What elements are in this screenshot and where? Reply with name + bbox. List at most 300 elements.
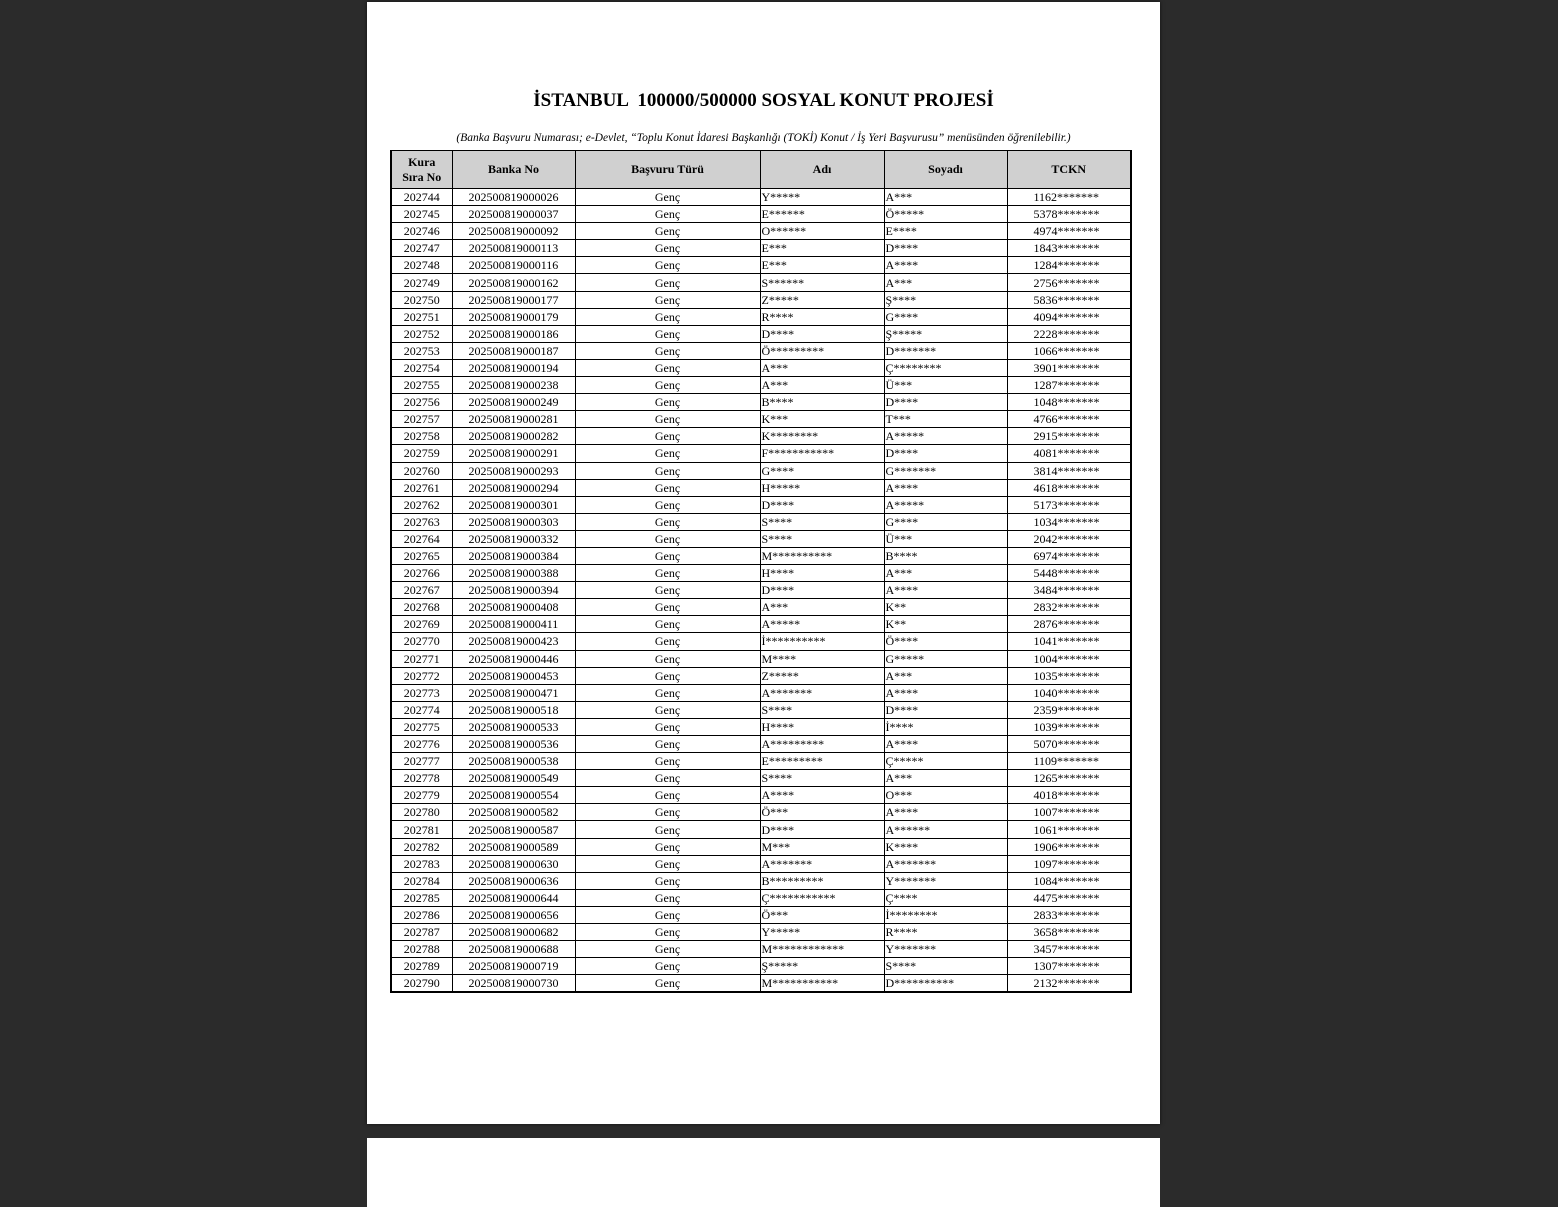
cell-banka-no: 202500819000294 [452, 479, 575, 496]
cell-basvuru-turu: Genç [575, 462, 760, 479]
cell-soyadi: B**** [884, 547, 1007, 564]
cell-adi: E*** [760, 240, 884, 257]
cell-tckn: 3457******* [1007, 941, 1131, 958]
cell-tckn: 2228******* [1007, 325, 1131, 342]
cell-kura-sira-no: 202767 [391, 582, 452, 599]
cell-kura-sira-no: 202760 [391, 462, 452, 479]
table-row [391, 342, 1131, 359]
table-row [391, 291, 1131, 308]
header-basvuru-turu: Başvuru Türü [575, 151, 760, 189]
cell-kura-sira-no: 202759 [391, 445, 452, 462]
table-row [391, 325, 1131, 342]
cell-banka-no: 202500819000238 [452, 377, 575, 394]
table-body [391, 189, 1131, 993]
cell-kura-sira-no: 202755 [391, 377, 452, 394]
cell-kura-sira-no: 202784 [391, 872, 452, 889]
cell-tckn: 5070******* [1007, 736, 1131, 753]
cell-basvuru-turu: Genç [575, 530, 760, 547]
cell-kura-sira-no: 202774 [391, 701, 452, 718]
cell-kura-sira-no: 202749 [391, 274, 452, 291]
cell-banka-no: 202500819000408 [452, 599, 575, 616]
cell-banka-no: 202500819000688 [452, 941, 575, 958]
table-row [391, 599, 1131, 616]
cell-adi: A*** [760, 359, 884, 376]
next-document-page [367, 1138, 1160, 1207]
cell-kura-sira-no: 202789 [391, 958, 452, 975]
cell-soyadi: R**** [884, 924, 1007, 941]
cell-basvuru-turu: Genç [575, 718, 760, 735]
cell-banka-no: 202500819000533 [452, 718, 575, 735]
table-row [391, 684, 1131, 701]
cell-soyadi: İ**** [884, 718, 1007, 735]
cell-adi: A******* [760, 684, 884, 701]
header-kura-sira-no [391, 151, 452, 189]
table-row [391, 308, 1131, 325]
table-row [391, 941, 1131, 958]
cell-soyadi: D**** [884, 240, 1007, 257]
table-row [391, 359, 1131, 376]
cell-banka-no: 202500819000293 [452, 462, 575, 479]
cell-adi: E****** [760, 206, 884, 223]
cell-kura-sira-no: 202768 [391, 599, 452, 616]
cell-kura-sira-no: 202750 [391, 291, 452, 308]
cell-tckn: 1307******* [1007, 958, 1131, 975]
cell-kura-sira-no: 202756 [391, 394, 452, 411]
table-row [391, 479, 1131, 496]
cell-basvuru-turu: Genç [575, 274, 760, 291]
cell-tckn: 1287******* [1007, 377, 1131, 394]
cell-basvuru-turu: Genç [575, 496, 760, 513]
header-kura-line2: Sıra No [402, 169, 442, 184]
cell-soyadi: K**** [884, 838, 1007, 855]
cell-basvuru-turu: Genç [575, 650, 760, 667]
table-row [391, 274, 1131, 291]
cell-banka-no: 202500819000116 [452, 257, 575, 274]
cell-banka-no: 202500819000423 [452, 633, 575, 650]
cell-banka-no: 202500819000291 [452, 445, 575, 462]
cell-basvuru-turu: Genç [575, 223, 760, 240]
cell-adi: Ö*** [760, 906, 884, 923]
cell-basvuru-turu: Genç [575, 906, 760, 923]
cell-banka-no: 202500819000303 [452, 513, 575, 530]
cell-soyadi: A**** [884, 479, 1007, 496]
cell-kura-sira-no: 202764 [391, 530, 452, 547]
cell-tckn: 2359******* [1007, 701, 1131, 718]
cell-soyadi: G******* [884, 462, 1007, 479]
table-row [391, 855, 1131, 872]
cell-tckn: 1039******* [1007, 718, 1131, 735]
cell-soyadi: Ü*** [884, 377, 1007, 394]
cell-tckn: 4094******* [1007, 308, 1131, 325]
cell-banka-no: 202500819000194 [452, 359, 575, 376]
table-row [391, 565, 1131, 582]
cell-kura-sira-no: 202757 [391, 411, 452, 428]
cell-tckn: 5448******* [1007, 565, 1131, 582]
cell-tckn: 1906******* [1007, 838, 1131, 855]
cell-tckn: 3658******* [1007, 924, 1131, 941]
cell-banka-no: 202500819000630 [452, 855, 575, 872]
cell-banka-no: 202500819000281 [452, 411, 575, 428]
cell-kura-sira-no: 202777 [391, 753, 452, 770]
cell-banka-no: 202500819000388 [452, 565, 575, 582]
cell-adi: A*** [760, 377, 884, 394]
cell-soyadi: D**** [884, 445, 1007, 462]
cell-soyadi: A**** [884, 684, 1007, 701]
table-row [391, 428, 1131, 445]
cell-basvuru-turu: Genç [575, 701, 760, 718]
header-kura-line1: Kura [408, 154, 436, 169]
cell-adi: S**** [760, 513, 884, 530]
cell-basvuru-turu: Genç [575, 291, 760, 308]
document-title: İSTANBUL 100000/500000 SOSYAL KONUT PROJESİ [533, 90, 994, 111]
cell-soyadi: A*** [884, 667, 1007, 684]
cell-banka-no: 202500819000453 [452, 667, 575, 684]
cell-kura-sira-no: 202770 [391, 633, 452, 650]
cell-basvuru-turu: Genç [575, 513, 760, 530]
cell-basvuru-turu: Genç [575, 753, 760, 770]
cell-tckn: 2876******* [1007, 616, 1131, 633]
table-row [391, 616, 1131, 633]
cell-basvuru-turu: Genç [575, 189, 760, 206]
cell-adi: M********** [760, 547, 884, 564]
cell-kura-sira-no: 202787 [391, 924, 452, 941]
cell-kura-sira-no: 202772 [391, 667, 452, 684]
cell-tckn: 1048******* [1007, 394, 1131, 411]
cell-tckn: 1034******* [1007, 513, 1131, 530]
cell-banka-no: 202500819000384 [452, 547, 575, 564]
table-row [391, 906, 1131, 923]
cell-adi: D**** [760, 325, 884, 342]
cell-banka-no: 202500819000636 [452, 872, 575, 889]
cell-tckn: 4081******* [1007, 445, 1131, 462]
cell-soyadi: O*** [884, 787, 1007, 804]
cell-tckn: 4475******* [1007, 889, 1131, 906]
cell-kura-sira-no: 202786 [391, 906, 452, 923]
cell-soyadi: A**** [884, 257, 1007, 274]
cell-banka-no: 202500819000549 [452, 770, 575, 787]
cell-banka-no: 202500819000113 [452, 240, 575, 257]
document-page [367, 2, 1160, 1124]
cell-soyadi: İ******** [884, 906, 1007, 923]
table-row [391, 889, 1131, 906]
table-row [391, 718, 1131, 735]
cell-basvuru-turu: Genç [575, 872, 760, 889]
table-row [391, 924, 1131, 941]
cell-kura-sira-no: 202782 [391, 838, 452, 855]
cell-soyadi: A***** [884, 428, 1007, 445]
cell-basvuru-turu: Genç [575, 787, 760, 804]
cell-kura-sira-no: 202746 [391, 223, 452, 240]
cell-basvuru-turu: Genç [575, 889, 760, 906]
cell-kura-sira-no: 202747 [391, 240, 452, 257]
table-row [391, 650, 1131, 667]
cell-basvuru-turu: Genç [575, 240, 760, 257]
cell-tckn: 1040******* [1007, 684, 1131, 701]
cell-adi: E********* [760, 753, 884, 770]
table-row [391, 496, 1131, 513]
cell-basvuru-turu: Genç [575, 736, 760, 753]
cell-adi: G**** [760, 462, 884, 479]
cell-adi: D**** [760, 821, 884, 838]
cell-banka-no: 202500819000026 [452, 189, 575, 206]
cell-soyadi: Ş**** [884, 291, 1007, 308]
cell-tckn: 1007******* [1007, 804, 1131, 821]
cell-basvuru-turu: Genç [575, 684, 760, 701]
cell-adi: İ********** [760, 633, 884, 650]
cell-tckn: 2756******* [1007, 274, 1131, 291]
cell-adi: Ö*** [760, 804, 884, 821]
cell-banka-no: 202500819000589 [452, 838, 575, 855]
table-row [391, 821, 1131, 838]
cell-adi: A***** [760, 616, 884, 633]
header-tckn: TCKN [1007, 151, 1131, 189]
cell-kura-sira-no: 202744 [391, 189, 452, 206]
cell-banka-no: 202500819000186 [452, 325, 575, 342]
cell-adi: Y***** [760, 189, 884, 206]
cell-soyadi: G***** [884, 650, 1007, 667]
cell-soyadi: A*** [884, 189, 1007, 206]
cell-adi: Ö********* [760, 342, 884, 359]
cell-adi: Ş***** [760, 958, 884, 975]
cell-adi: D**** [760, 582, 884, 599]
cell-kura-sira-no: 202748 [391, 257, 452, 274]
table-row [391, 189, 1131, 206]
cell-banka-no: 202500819000656 [452, 906, 575, 923]
cell-tckn: 1097******* [1007, 855, 1131, 872]
cell-kura-sira-no: 202766 [391, 565, 452, 582]
cell-soyadi: A******* [884, 855, 1007, 872]
cell-soyadi: Ç**** [884, 889, 1007, 906]
cell-tckn: 3901******* [1007, 359, 1131, 376]
cell-adi: Y***** [760, 924, 884, 941]
cell-adi: O****** [760, 223, 884, 240]
cell-kura-sira-no: 202763 [391, 513, 452, 530]
cell-banka-no: 202500819000644 [452, 889, 575, 906]
cell-basvuru-turu: Genç [575, 941, 760, 958]
cell-banka-no: 202500819000179 [452, 308, 575, 325]
cell-banka-no: 202500819000249 [452, 394, 575, 411]
cell-basvuru-turu: Genç [575, 582, 760, 599]
table-row [391, 257, 1131, 274]
cell-adi: D**** [760, 496, 884, 513]
table-row [391, 394, 1131, 411]
cell-kura-sira-no: 202769 [391, 616, 452, 633]
cell-kura-sira-no: 202778 [391, 770, 452, 787]
cell-soyadi: D********** [884, 975, 1007, 993]
cell-basvuru-turu: Genç [575, 924, 760, 941]
cell-adi: H***** [760, 479, 884, 496]
cell-tckn: 1004******* [1007, 650, 1131, 667]
table-row [391, 530, 1131, 547]
table-row [391, 223, 1131, 240]
cell-adi: S**** [760, 701, 884, 718]
cell-basvuru-turu: Genç [575, 599, 760, 616]
cell-soyadi: A*** [884, 565, 1007, 582]
cell-kura-sira-no: 202781 [391, 821, 452, 838]
cell-basvuru-turu: Genç [575, 342, 760, 359]
cell-soyadi: S**** [884, 958, 1007, 975]
cell-tckn: 1162******* [1007, 189, 1131, 206]
cell-basvuru-turu: Genç [575, 565, 760, 582]
cell-tckn: 1035******* [1007, 667, 1131, 684]
cell-adi: Z***** [760, 291, 884, 308]
table-row [391, 770, 1131, 787]
cell-kura-sira-no: 202790 [391, 975, 452, 993]
cell-banka-no: 202500819000471 [452, 684, 575, 701]
cell-banka-no: 202500819000682 [452, 924, 575, 941]
cell-tckn: 2132******* [1007, 975, 1131, 993]
cell-adi: H**** [760, 565, 884, 582]
table-row [391, 513, 1131, 530]
table-row [391, 377, 1131, 394]
cell-adi: M*** [760, 838, 884, 855]
cell-kura-sira-no: 202751 [391, 308, 452, 325]
cell-kura-sira-no: 202783 [391, 855, 452, 872]
cell-basvuru-turu: Genç [575, 377, 760, 394]
cell-soyadi: A**** [884, 736, 1007, 753]
table-row [391, 787, 1131, 804]
cell-soyadi: G**** [884, 513, 1007, 530]
table-header-row [391, 151, 1131, 189]
cell-tckn: 2915******* [1007, 428, 1131, 445]
cell-basvuru-turu: Genç [575, 428, 760, 445]
cell-kura-sira-no: 202788 [391, 941, 452, 958]
cell-soyadi: D******* [884, 342, 1007, 359]
table-row [391, 753, 1131, 770]
cell-soyadi: D**** [884, 394, 1007, 411]
cell-tckn: 2042******* [1007, 530, 1131, 547]
cell-banka-no: 202500819000582 [452, 804, 575, 821]
table-row [391, 667, 1131, 684]
cell-soyadi: Ö**** [884, 633, 1007, 650]
cell-soyadi: Y******* [884, 872, 1007, 889]
cell-kura-sira-no: 202762 [391, 496, 452, 513]
cell-adi: A**** [760, 787, 884, 804]
cell-banka-no: 202500819000394 [452, 582, 575, 599]
cell-kura-sira-no: 202775 [391, 718, 452, 735]
cell-adi: B********* [760, 872, 884, 889]
cell-adi: S**** [760, 770, 884, 787]
cell-adi: S**** [760, 530, 884, 547]
cell-adi: R**** [760, 308, 884, 325]
cell-tckn: 4766******* [1007, 411, 1131, 428]
table-row [391, 838, 1131, 855]
cell-kura-sira-no: 202773 [391, 684, 452, 701]
table-row [391, 701, 1131, 718]
cell-basvuru-turu: Genç [575, 616, 760, 633]
cell-banka-no: 202500819000177 [452, 291, 575, 308]
cell-soyadi: T*** [884, 411, 1007, 428]
cell-basvuru-turu: Genç [575, 325, 760, 342]
cell-tckn: 5836******* [1007, 291, 1131, 308]
cell-kura-sira-no: 202771 [391, 650, 452, 667]
cell-tckn: 1843******* [1007, 240, 1131, 257]
cell-tckn: 1041******* [1007, 633, 1131, 650]
cell-adi: H**** [760, 718, 884, 735]
table-row [391, 633, 1131, 650]
cell-banka-no: 202500819000301 [452, 496, 575, 513]
cell-tckn: 1084******* [1007, 872, 1131, 889]
cell-adi: M************ [760, 941, 884, 958]
cell-soyadi: A*** [884, 274, 1007, 291]
cell-tckn: 1284******* [1007, 257, 1131, 274]
cell-adi: S****** [760, 274, 884, 291]
cell-basvuru-turu: Genç [575, 804, 760, 821]
cell-adi: E*** [760, 257, 884, 274]
cell-tckn: 4018******* [1007, 787, 1131, 804]
cell-tckn: 2833******* [1007, 906, 1131, 923]
table-row [391, 462, 1131, 479]
cell-tckn: 3484******* [1007, 582, 1131, 599]
cell-soyadi: G**** [884, 308, 1007, 325]
header-banka-no: Banka No [452, 151, 575, 189]
cell-banka-no: 202500819000162 [452, 274, 575, 291]
cell-adi: Z***** [760, 667, 884, 684]
cell-basvuru-turu: Genç [575, 257, 760, 274]
cell-kura-sira-no: 202753 [391, 342, 452, 359]
table-row [391, 736, 1131, 753]
cell-soyadi: A**** [884, 804, 1007, 821]
cell-tckn: 4974******* [1007, 223, 1131, 240]
cell-adi: A******* [760, 855, 884, 872]
table-row [391, 206, 1131, 223]
cell-adi: K*** [760, 411, 884, 428]
cell-banka-no: 202500819000719 [452, 958, 575, 975]
cell-basvuru-turu: Genç [575, 308, 760, 325]
cell-soyadi: A**** [884, 582, 1007, 599]
cell-adi: A*** [760, 599, 884, 616]
cell-banka-no: 202500819000587 [452, 821, 575, 838]
header-soyadi: Soyadı [884, 151, 1007, 189]
cell-soyadi: A****** [884, 821, 1007, 838]
cell-basvuru-turu: Genç [575, 206, 760, 223]
cell-banka-no: 202500819000554 [452, 787, 575, 804]
cell-soyadi: E**** [884, 223, 1007, 240]
table-row [391, 582, 1131, 599]
cell-soyadi: Y******* [884, 941, 1007, 958]
cell-basvuru-turu: Genç [575, 770, 760, 787]
cell-banka-no: 202500819000092 [452, 223, 575, 240]
cell-adi: Ç*********** [760, 889, 884, 906]
cell-soyadi: Ö***** [884, 206, 1007, 223]
cell-basvuru-turu: Genç [575, 633, 760, 650]
cell-basvuru-turu: Genç [575, 479, 760, 496]
cell-kura-sira-no: 202754 [391, 359, 452, 376]
document-subtitle: (Banka Başvuru Numarası; e-Devlet, “Toplu Konut İdaresi Başkanlığı (TOKİ) Konut / İş Yeri Başvurusu” menüsünden öğrenilebilir.) [456, 132, 1071, 144]
cell-basvuru-turu: Genç [575, 547, 760, 564]
cell-basvuru-turu: Genç [575, 838, 760, 855]
cell-basvuru-turu: Genç [575, 958, 760, 975]
cell-tckn: 6974******* [1007, 547, 1131, 564]
cell-tckn: 3814******* [1007, 462, 1131, 479]
cell-soyadi: Ş***** [884, 325, 1007, 342]
header-adi: Adı [760, 151, 884, 189]
cell-basvuru-turu: Genç [575, 975, 760, 993]
cell-kura-sira-no: 202765 [391, 547, 452, 564]
cell-adi: A********* [760, 736, 884, 753]
cell-basvuru-turu: Genç [575, 855, 760, 872]
cell-banka-no: 202500819000332 [452, 530, 575, 547]
cell-kura-sira-no: 202780 [391, 804, 452, 821]
table-row [391, 958, 1131, 975]
table-row [391, 240, 1131, 257]
cell-basvuru-turu: Genç [575, 359, 760, 376]
cell-banka-no: 202500819000187 [452, 342, 575, 359]
cell-kura-sira-no: 202758 [391, 428, 452, 445]
cell-tckn: 1066******* [1007, 342, 1131, 359]
cell-basvuru-turu: Genç [575, 667, 760, 684]
table-row [391, 804, 1131, 821]
